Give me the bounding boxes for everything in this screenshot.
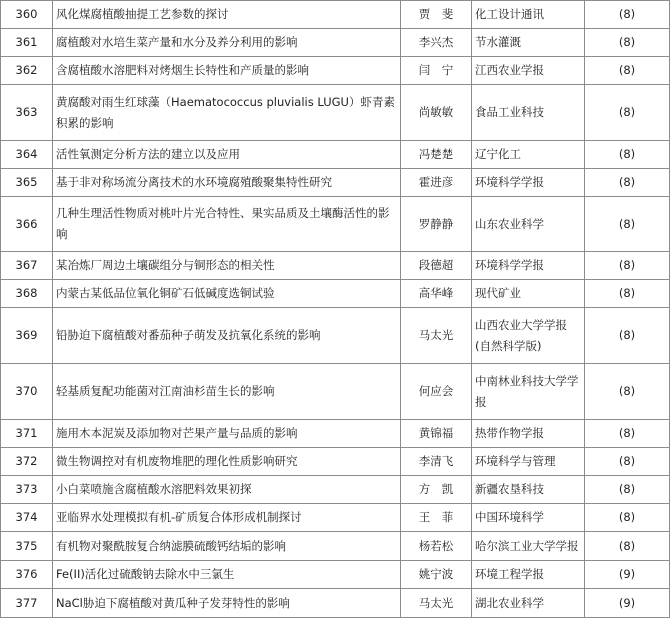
journal-name: 辽宁化工 [472, 141, 585, 169]
table-row [1, 252, 670, 280]
author-name: 马太光 [401, 308, 472, 364]
table-row [1, 197, 670, 252]
author-name: 贾 斐 [401, 1, 472, 29]
table-row [1, 364, 670, 420]
table-row [1, 589, 670, 618]
paper-title: 某冶炼厂周边土壤碳组分与铜形态的相关性 [53, 252, 401, 280]
issue-number: (8) [585, 532, 670, 561]
row-number: 371 [1, 420, 53, 448]
row-number: 369 [1, 308, 53, 364]
paper-title: 内蒙古某低品位氧化铜矿石低碱度选铜试验 [53, 280, 401, 308]
row-number: 374 [1, 504, 53, 532]
issue-number: (8) [585, 280, 670, 308]
issue-number: (8) [585, 448, 670, 476]
journal-name: 湖北农业科学 [472, 589, 585, 618]
author-name: 杨若松 [401, 532, 472, 561]
issue-number: (8) [585, 169, 670, 197]
author-name: 闫 宁 [401, 57, 472, 85]
paper-title: 基于非对称场流分离技术的水环境腐殖酸聚集特性研究 [53, 169, 401, 197]
paper-title: 活性氧测定分析方法的建立以及应用 [53, 141, 401, 169]
row-number: 360 [1, 1, 53, 29]
row-number: 363 [1, 85, 53, 141]
table-row [1, 280, 670, 308]
issue-number: (8) [585, 364, 670, 420]
journal-name: 化工设计通讯 [472, 1, 585, 29]
author-name: 何应会 [401, 364, 472, 420]
author-name: 李清飞 [401, 448, 472, 476]
journal-name: 山东农业科学 [472, 197, 585, 252]
journal-name: 现代矿业 [472, 280, 585, 308]
paper-title: 几种生理活性物质对桃叶片光合特性、果实品质及土壤酶活性的影响 [53, 197, 401, 252]
row-number: 361 [1, 29, 53, 57]
table-row [1, 57, 670, 85]
issue-number: (8) [585, 197, 670, 252]
issue-number: (8) [585, 1, 670, 29]
journal-name: 哈尔滨工业大学学报 [472, 532, 585, 561]
table-row [1, 532, 670, 561]
row-number: 376 [1, 561, 53, 589]
author-name: 冯楚楚 [401, 141, 472, 169]
journal-name: 环境工程学报 [472, 561, 585, 589]
row-number: 364 [1, 141, 53, 169]
paper-title: 腐植酸对水培生菜产量和水分及养分利用的影响 [53, 29, 401, 57]
table-row [1, 448, 670, 476]
row-number: 368 [1, 280, 53, 308]
paper-title: 施用木本泥炭及添加物对芒果产量与品质的影响 [53, 420, 401, 448]
author-name: 尚敏敏 [401, 85, 472, 141]
paper-title: 微生物调控对有机废物堆肥的理化性质影响研究 [53, 448, 401, 476]
table-row [1, 29, 670, 57]
journal-name: 环境科学学报 [472, 252, 585, 280]
paper-title: 含腐植酸水溶肥料对烤烟生长特性和产质量的影响 [53, 57, 401, 85]
paper-title: 轻基质复配功能菌对江南油杉苗生长的影响 [53, 364, 401, 420]
paper-title: NaCl胁迫下腐植酸对黄瓜种子发芽特性的影响 [53, 589, 401, 618]
row-number: 370 [1, 364, 53, 420]
table-row [1, 85, 670, 141]
row-number: 365 [1, 169, 53, 197]
journal-name: 环境科学学报 [472, 169, 585, 197]
table-row [1, 308, 670, 364]
journal-name: 食品工业科技 [472, 85, 585, 141]
issue-number: (8) [585, 476, 670, 504]
table-row [1, 1, 670, 29]
author-name: 姚宁波 [401, 561, 472, 589]
issue-number: (8) [585, 57, 670, 85]
paper-title: 铅胁迫下腐植酸对番茄种子萌发及抗氧化系统的影响 [53, 308, 401, 364]
table-row [1, 561, 670, 589]
paper-title: 风化煤腐植酸抽提工艺参数的探讨 [53, 1, 401, 29]
paper-title: Fe(II)活化过硫酸钠去除水中三氯生 [53, 561, 401, 589]
row-number: 375 [1, 532, 53, 561]
author-name: 马太光 [401, 589, 472, 618]
row-number: 366 [1, 197, 53, 252]
paper-title: 小白菜喷施含腐植酸水溶肥料效果初探 [53, 476, 401, 504]
journal-name: 中国环境科学 [472, 504, 585, 532]
author-name: 罗静静 [401, 197, 472, 252]
table-row [1, 476, 670, 504]
author-name: 高华峰 [401, 280, 472, 308]
journal-name: 节水灌溉 [472, 29, 585, 57]
issue-number: (8) [585, 420, 670, 448]
author-name: 黄锦福 [401, 420, 472, 448]
issue-number: (8) [585, 29, 670, 57]
table-body [1, 1, 670, 618]
paper-title: 黄腐酸对雨生红球藻（Haematococcus pluvialis LUGU）虾青素积累的影响 [53, 85, 401, 141]
issue-number: (9) [585, 589, 670, 618]
row-number: 372 [1, 448, 53, 476]
issue-number: (8) [585, 252, 670, 280]
paper-title: 有机物对聚酰胺复合纳滤膜硫酸钙结垢的影响 [53, 532, 401, 561]
journal-name: 山西农业大学学报(自然科学版) [472, 308, 585, 364]
issue-number: (8) [585, 308, 670, 364]
issue-number: (8) [585, 141, 670, 169]
author-name: 霍进彦 [401, 169, 472, 197]
row-number: 377 [1, 589, 53, 618]
table-row [1, 504, 670, 532]
author-name: 段德超 [401, 252, 472, 280]
table-row [1, 420, 670, 448]
row-number: 373 [1, 476, 53, 504]
row-number: 367 [1, 252, 53, 280]
author-name: 李兴杰 [401, 29, 472, 57]
journal-name: 江西农业学报 [472, 57, 585, 85]
issue-number: (8) [585, 85, 670, 141]
issue-number: (9) [585, 561, 670, 589]
table-row [1, 141, 670, 169]
issue-number: (8) [585, 504, 670, 532]
journal-name: 新疆农垦科技 [472, 476, 585, 504]
journal-name: 热带作物学报 [472, 420, 585, 448]
table-row [1, 169, 670, 197]
paper-title: 亚临界水处理模拟有机-矿质复合体形成机制探讨 [53, 504, 401, 532]
journal-name: 环境科学与管理 [472, 448, 585, 476]
author-name: 王 菲 [401, 504, 472, 532]
row-number: 362 [1, 57, 53, 85]
author-name: 方 凯 [401, 476, 472, 504]
journal-name: 中南林业科技大学学报 [472, 364, 585, 420]
